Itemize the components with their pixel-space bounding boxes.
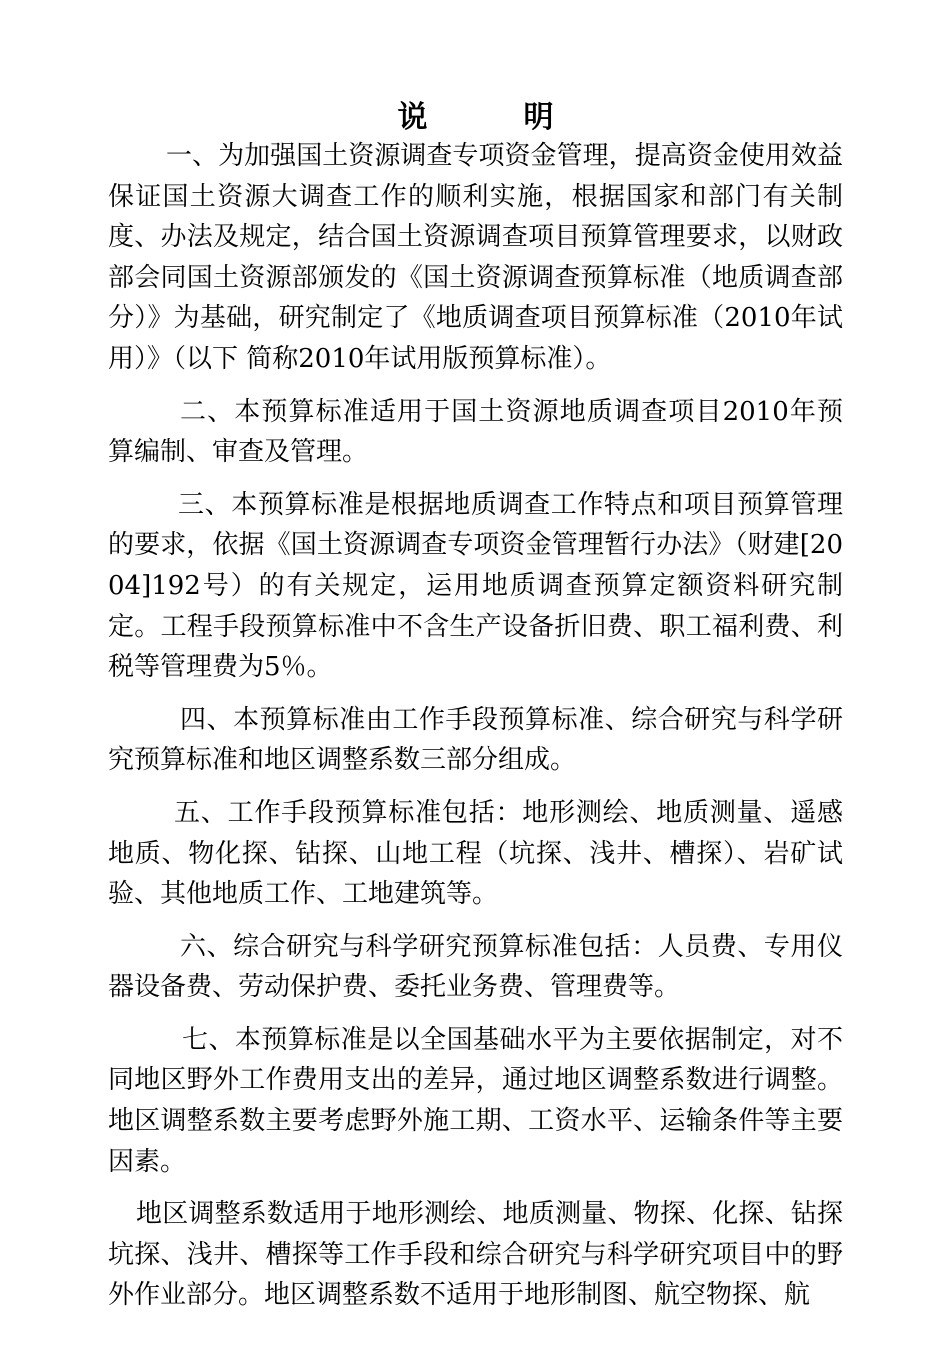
paragraph-1: 一、为加强国土资源调查专项资金管理，提高资金使用效益保证国土资源大调查工作的顺利实施，根据国家和部门有关制度、办法及规定，结合国土资源调查项目预算管理要求，以财政部会同国土资源部颁发的《国土资源调查预算标准（地质调查部分）》为基础，研究制定了《地质调查项目预算标准（2010年试用）》（以下 简称2010年试用版预算标准）。 (108, 141, 843, 374)
paragraph-4: 四、本预算标准由工作手段预算标准、综合研究与科学研究预算标准和地区调整系数三部分组成。 (108, 704, 843, 776)
title-char-1: 说 (397, 100, 428, 135)
title-char-2: 明 (523, 100, 554, 135)
page-title (108, 96, 843, 140)
paragraph-3: 三、本预算标准是根据地质调查工作特点和项目预算管理的要求，依据《国土资源调查专项资金管理暂行办法》（财建[2004]192号）的有关规定，运用地质调查预算定额资料研究制定。工程手段预算标准中不含生产设备折旧费、职工福利费、利税等管理费为5％。 (108, 489, 843, 683)
document-page (108, 96, 843, 1316)
paragraph-5: 五、工作手段预算标准包括：地形测绘、地质测量、遥感地质、物化探、钻探、山地工程（坑探、浅井、槽探）、岩矿试验、其他地质工作、工地建筑等。 (108, 797, 843, 910)
paragraph-2: 二、本预算标准适用于国土资源地质调查项目2010年预算编制、审查及管理。 (108, 396, 843, 468)
paragraph-6: 六、综合研究与科学研究预算标准包括：人员费、专用仪器设备费、劳动保护费、委托业务费、管理费等。 (108, 931, 843, 1003)
paragraph-8: 地区调整系数适用于地形测绘、地质测量、物探、化探、钻探坑探、浅井、槽探等工作手段和综合研究与科学研究项目中的野外作业部分。地区调整系数不适用于地形制图、航空物探、航 (108, 1199, 843, 1311)
paragraph-7: 七、本预算标准是以全国基础水平为主要依据制定，对不同地区野外工作费用支出的差异，通过地区调整系数进行调整。地区调整系数主要考虑野外施工期、工资水平、运输条件等主要因素。 (108, 1024, 843, 1177)
